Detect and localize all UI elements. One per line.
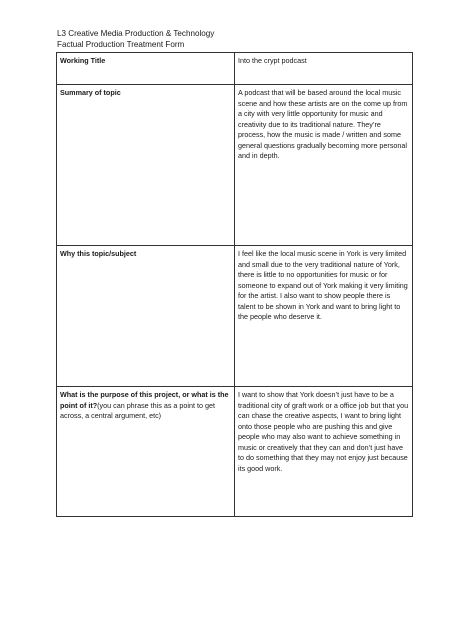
working-title-value: Into the crypt podcast — [238, 56, 307, 65]
row-label-cell — [57, 53, 235, 85]
purpose-label: What is the purpose of this project, or what is the point of it? — [60, 390, 229, 410]
table-row — [57, 246, 413, 387]
why-topic-label: Why this topic/subject — [60, 249, 137, 258]
row-label-cell — [57, 85, 235, 246]
form-title: Factual Production Treatment Form — [57, 40, 185, 49]
summary-label: Summary of topic — [60, 88, 121, 97]
table-row — [57, 387, 413, 517]
table-row — [57, 53, 413, 85]
summary-value-cell — [235, 85, 413, 246]
row-label-cell — [57, 246, 235, 387]
purpose-value: I want to show that York doesn’t just have to be a traditional city of graft work or a office job but that you can chase the creative aspects, I want to bring light onto those people who are pushing this and give people who may also want to achieve something in music or creatively that they can and don’t just have to do something that they may not enjoy just because its good work. — [238, 390, 409, 473]
working-title-label: Working Title — [60, 56, 106, 65]
treatment-form-table — [56, 52, 413, 517]
table-row — [57, 85, 413, 246]
purpose-value-cell — [235, 387, 413, 517]
why-topic-value-cell — [235, 246, 413, 387]
document-header — [57, 28, 214, 50]
working-title-value-cell — [235, 53, 413, 85]
course-title: L3 Creative Media Production & Technology — [57, 29, 215, 38]
purpose-label-note: (you can phrase this as a point to get across, a central argument, etc) — [60, 400, 215, 420]
summary-value: A podcast that will be based around the local music scene and how these artists are on the come up from a city with very little opportunity for music and creativity due to its traditional nature. They’re process, how the music is made / written and some general questions gradually becoming more personal and in depth. — [238, 88, 408, 160]
row-label-cell — [57, 387, 235, 517]
why-topic-value: I feel like the local music scene in York is very limited and small due to the very traditional nature of York, there is little to no opportunities for music or for someone to expand out of York making it very limiting for the artist. I also want to show people there is talent to be shown in York and want to bring light to the people who deserve it. — [238, 249, 408, 321]
